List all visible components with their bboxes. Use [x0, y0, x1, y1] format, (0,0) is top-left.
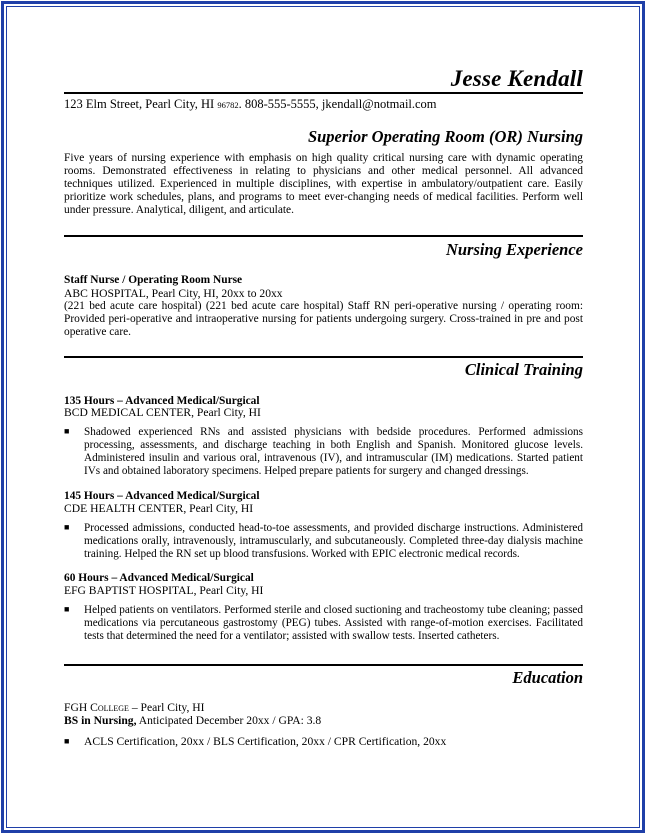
contact-line	[64, 97, 437, 112]
experience-rule	[64, 235, 583, 237]
degree-detail: Anticipated December 20xx / GPA: 3.8	[136, 714, 322, 727]
summary-paragraph: Five years of nursing experience with emphasis on high quality critical nursing care with dynamic operating rooms. Demonstrated effectiveness in relating to physicians and other medical personnel. All advanced techniques utilized. Experienced in multiple disciplines, with expertise in ambulatory/outpatient care. Easily prioritize work schedules, plans, and programs to meet ever-changing needs of medical facilities. Perform well under pressure. Analytical, diligent, and articulate.	[64, 152, 583, 216]
experience-title: Nursing Experience	[445, 240, 583, 259]
college-name: FGH College	[64, 701, 129, 714]
education-title: Education	[512, 668, 583, 687]
training-hours-2: 145 Hours – Advanced Medical/Surgical	[64, 490, 260, 502]
contact-phone-email: . 808-555-5555, jkendall@notmail.com	[238, 97, 437, 111]
training-place-2: CDE HEALTH CENTER, Pearl City, HI	[64, 502, 254, 515]
bullet-icon: ■	[64, 736, 70, 746]
job-title: Staff Nurse / Operating Room Nurse	[64, 274, 243, 286]
college-location: – Pearl City, HI	[128, 701, 205, 714]
training-hours-3: 60 Hours – Advanced Medical/Surgical	[64, 572, 254, 584]
college-line	[64, 701, 205, 714]
training-hours-1: 135 Hours – Advanced Medical/Surgical	[64, 395, 260, 407]
contact-address: 123 Elm Street, Pearl City, HI	[64, 97, 218, 111]
resume-name: Jesse Kendall	[450, 66, 583, 91]
bullet-icon: ■	[64, 604, 70, 614]
objective-title: Superior Operating Room (OR) Nursing	[307, 127, 583, 146]
training-bullet-2-text: Processed admissions, conducted head-to-toe assessments, and provided discharge instructions. Administered medications orally, intravenously, intramuscularly, and subcutaneously. Completed three-day dialysis machine training. Helped the RN set up blood transfusions. Worked with EPIC electronic medical records.	[84, 522, 583, 560]
training-rule	[64, 356, 583, 358]
header-rule	[64, 92, 583, 94]
degree-name: BS in Nursing,	[64, 714, 137, 727]
bullet-icon: ■	[64, 522, 70, 532]
contact-zip: 96782	[217, 100, 239, 110]
employer-line: ABC HOSPITAL, Pearl City, HI, 20xx to 20xx	[64, 287, 283, 300]
training-place-3: EFG BAPTIST HOSPITAL, Pearl City, HI	[64, 584, 264, 597]
degree-line	[64, 714, 321, 727]
bullet-icon: ■	[64, 426, 70, 436]
cert-bullet-text: ACLS Certification, 20xx / BLS Certification, 20xx / CPR Certification, 20xx	[84, 735, 447, 748]
training-bullet-1-text: Shadowed experienced RNs and assisted physicians with bedside procedures. Performed admissions processing, assessments, and discharge teaching in both English and Spanish. Monitored glucose levels. Administered insulin and various oral, intravenous (IV), and intramuscular (IM) medications. Started patient IVs and obtained laboratory specimens. Helped prepare patients for surgery and changed dressings.	[84, 426, 583, 477]
job-description: (221 bed acute care hospital) (221 bed acute care hospital) Staff RN peri-operative nursing / operating room: Provided peri-operative and intraoperative nursing for patients undergoing surgery. Cross-trained in pre and post operative care.	[64, 300, 583, 338]
training-bullet-3-text: Helped patients on ventilators. Performed sterile and closed suctioning and tracheostomy tube cleaning; passed medications via percutaneous gastrostomy (PEG) tubes. Assisted with range-of-motion exercises. Facilitated tests that determined the need for a ventilator; assisted with swallow tests. Inserted catheters.	[84, 604, 583, 642]
training-place-1: BCD MEDICAL CENTER, Pearl City, HI	[64, 406, 261, 419]
training-title: Clinical Training	[464, 360, 583, 379]
education-rule	[64, 664, 583, 666]
